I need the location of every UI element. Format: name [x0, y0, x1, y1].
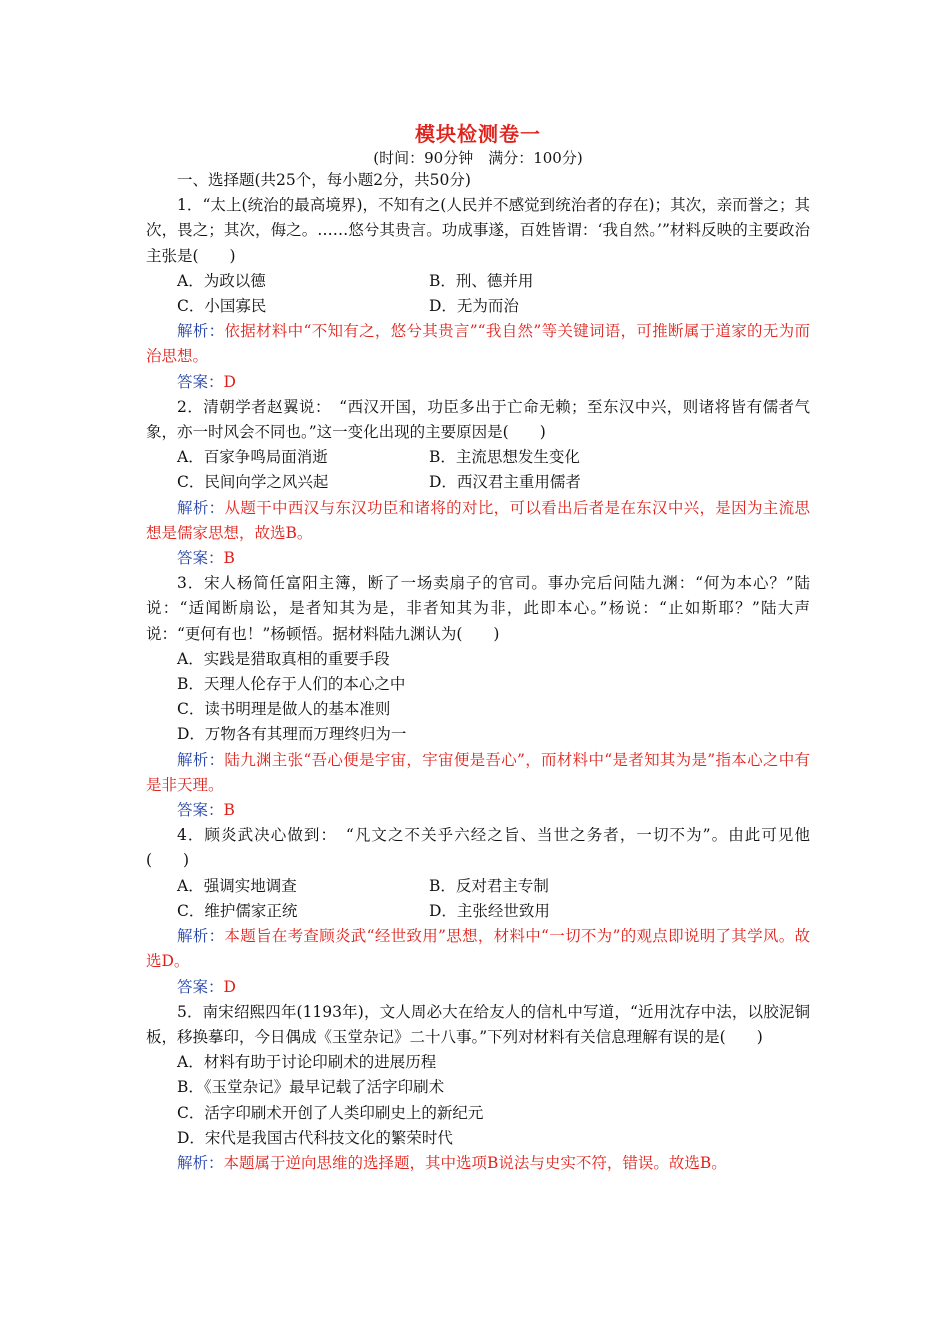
- answer-label: 答案：: [177, 372, 224, 391]
- option-b: B．刑、德并用: [429, 271, 534, 290]
- answer-label: 答案：: [177, 977, 224, 996]
- option-a: A．百家争鸣局面消逝: [177, 448, 328, 467]
- analysis-text: 陆九渊主张“吾心便是宇宙，宇宙便是吾心”，而材料中“是者知其为是”指本心之中有是非天理。: [146, 750, 810, 794]
- analysis: [146, 496, 810, 546]
- analysis: [146, 924, 810, 974]
- option-c: C．小国寡民: [177, 297, 267, 316]
- option-b: B．《玉堂杂记》最早记载了活字印刷术: [177, 1078, 445, 1097]
- option-a: A．强调实地调查: [177, 876, 297, 895]
- option-row: [146, 445, 810, 470]
- answer-label: 答案：: [177, 549, 224, 568]
- option-row: [146, 470, 810, 495]
- option-row: [146, 269, 810, 294]
- option-d: D．万物各有其理而万理终归为一: [177, 725, 407, 744]
- analysis-text: 依据材料中“不知有之，悠兮其贵言”“我自然”等关键词语，可推断属于道家的无为而治思想。: [146, 322, 810, 366]
- answer-value: B: [223, 801, 235, 820]
- question-stem: 5．南宋绍熙四年(1193年)，文人周必大在给友人的信札中写道，“近用沈存中法，以胶泥铜板，移换摹印，今日偶成《玉堂杂记》二十八事。”下列对材料有关信息理解有误的是( ): [146, 1002, 810, 1046]
- analysis-label: 解析：: [177, 322, 225, 341]
- question-stem: 4．顾炎武决心做到： “凡文之不关乎六经之旨、当世之务者，一切不为”。由此可见他( ): [146, 826, 810, 870]
- analysis-text: 本题旨在考查顾炎武“经世致用”思想，材料中“一切不为”的观点即说明了其学风。故选D。: [146, 927, 810, 971]
- option-row: [146, 874, 810, 899]
- question-stem: 2．清朝学者赵翼说： “西汉开国，功臣多出于亡命无赖；至东汉中兴，则诸将皆有儒者气象，亦一时风会不同也。”这一变化出现的主要原因是( ): [146, 397, 810, 442]
- option-b: B．主流思想发生变化: [429, 448, 580, 467]
- option-a: A．为政以德: [177, 271, 266, 290]
- analysis: [146, 319, 810, 369]
- question-4: [146, 823, 810, 999]
- section-heading: 一、选择题(共25个，每小题2分，共50分): [177, 171, 471, 189]
- option-row: [146, 899, 810, 924]
- option-d: D．无为而治: [429, 297, 519, 316]
- option-d: D．西汉君主重用儒者: [429, 473, 581, 492]
- document-page: [146, 120, 810, 1176]
- answer: [146, 546, 810, 571]
- page-title: 模块检测卷一: [415, 122, 541, 146]
- answer-value: B: [223, 549, 235, 568]
- answer-label: 答案：: [177, 801, 224, 820]
- answer-value: D: [223, 977, 236, 996]
- analysis-label: 解析：: [177, 498, 225, 517]
- option-a: A．材料有助于讨论印刷术的进展历程: [177, 1053, 437, 1072]
- option-a: A．实践是猎取真相的重要手段: [177, 649, 390, 668]
- exam-info: (时间：90分钟 满分：100分): [373, 149, 583, 167]
- analysis-label: 解析：: [177, 927, 225, 946]
- question-3: [146, 571, 810, 823]
- analysis-label: 解析：: [177, 750, 225, 769]
- analysis: [146, 748, 810, 798]
- answer: [146, 370, 810, 395]
- answer: [146, 798, 810, 823]
- analysis-label: 解析：: [177, 1153, 224, 1172]
- option-c: C．读书明理是做人的基本准则: [177, 700, 391, 719]
- analysis-text: 从题干中西汉与东汉功臣和诸将的对比，可以看出后者是在东汉中兴，是因为主流思想是儒家思想，故选B。: [146, 498, 810, 542]
- analysis: [146, 1151, 810, 1176]
- option-row: [146, 294, 810, 319]
- option-b: B．天理人伦存于人们的本心之中: [177, 675, 406, 694]
- question-stem: 1．“太上(统治的最高境界)，不知有之(人民并不感觉到统治者的存在)；其次，亲而誉之；其次，畏之；其次，侮之。……悠兮其贵言。功成事遂，百姓皆谓：‘我自然。’”材料反映的主要政治主张是( ): [146, 196, 810, 265]
- option-d: D．主张经世致用: [429, 901, 550, 920]
- analysis-text: 本题属于逆向思维的选择题，其中选项B说法与史实不符，错误。故选B。: [223, 1153, 727, 1172]
- question-1: [146, 193, 810, 395]
- option-c: C．民间向学之风兴起: [177, 473, 329, 492]
- option-c: C．维护儒家正统: [177, 901, 298, 920]
- answer-value: D: [223, 372, 236, 391]
- question-stem: 3．宋人杨简任富阳主簿，断了一场卖扇子的官司。事办完后问陆九渊：“何为本心？”陆说：“适闻断扇讼，是者知其为是，非者知其为非，此即本心。”杨说：“止如斯耶？”陆大声说：“更何有也！”杨顿悟。据材料陆九渊认为( ): [146, 574, 810, 643]
- answer: [146, 975, 810, 1000]
- option-d: D．宋代是我国古代科技文化的繁荣时代: [177, 1128, 453, 1147]
- question-5: [146, 1000, 810, 1176]
- question-2: [146, 395, 810, 571]
- option-b: B．反对君主专制: [429, 876, 549, 895]
- option-c: C．活字印刷术开创了人类印刷史上的新纪元: [177, 1103, 484, 1122]
